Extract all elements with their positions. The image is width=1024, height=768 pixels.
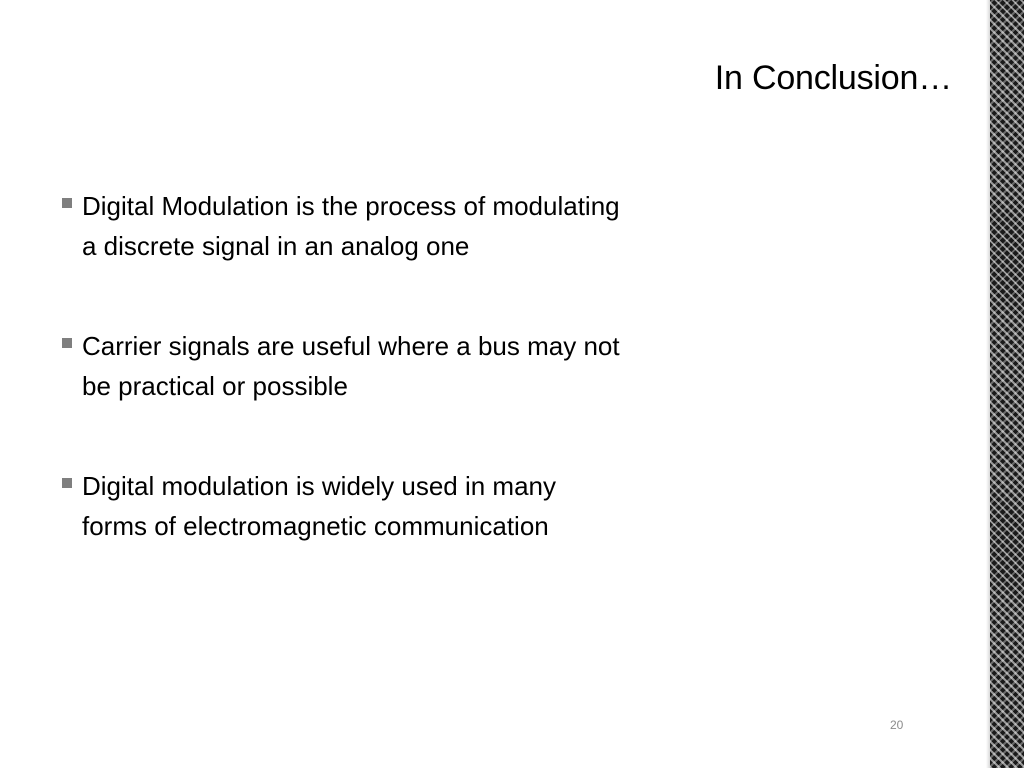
bullet-text: Digital Modulation is the process of modulating a discrete signal in an analog one <box>82 191 620 261</box>
square-bullet-icon <box>62 198 72 208</box>
bullet-list <box>62 186 622 606</box>
square-bullet-icon <box>62 338 72 348</box>
bullet-item <box>62 326 622 406</box>
bullet-item <box>62 466 622 546</box>
slide-title: In Conclusion… <box>714 59 952 97</box>
bullet-item <box>62 186 622 266</box>
square-bullet-icon <box>62 478 72 488</box>
bullet-text: Digital modulation is widely used in many forms of electromagnetic communication <box>82 471 557 541</box>
decorative-side-strip <box>990 0 1024 768</box>
bullet-text: Carrier signals are useful where a bus may not be practical or possible <box>82 331 620 401</box>
slide-number: 20 <box>890 718 904 732</box>
